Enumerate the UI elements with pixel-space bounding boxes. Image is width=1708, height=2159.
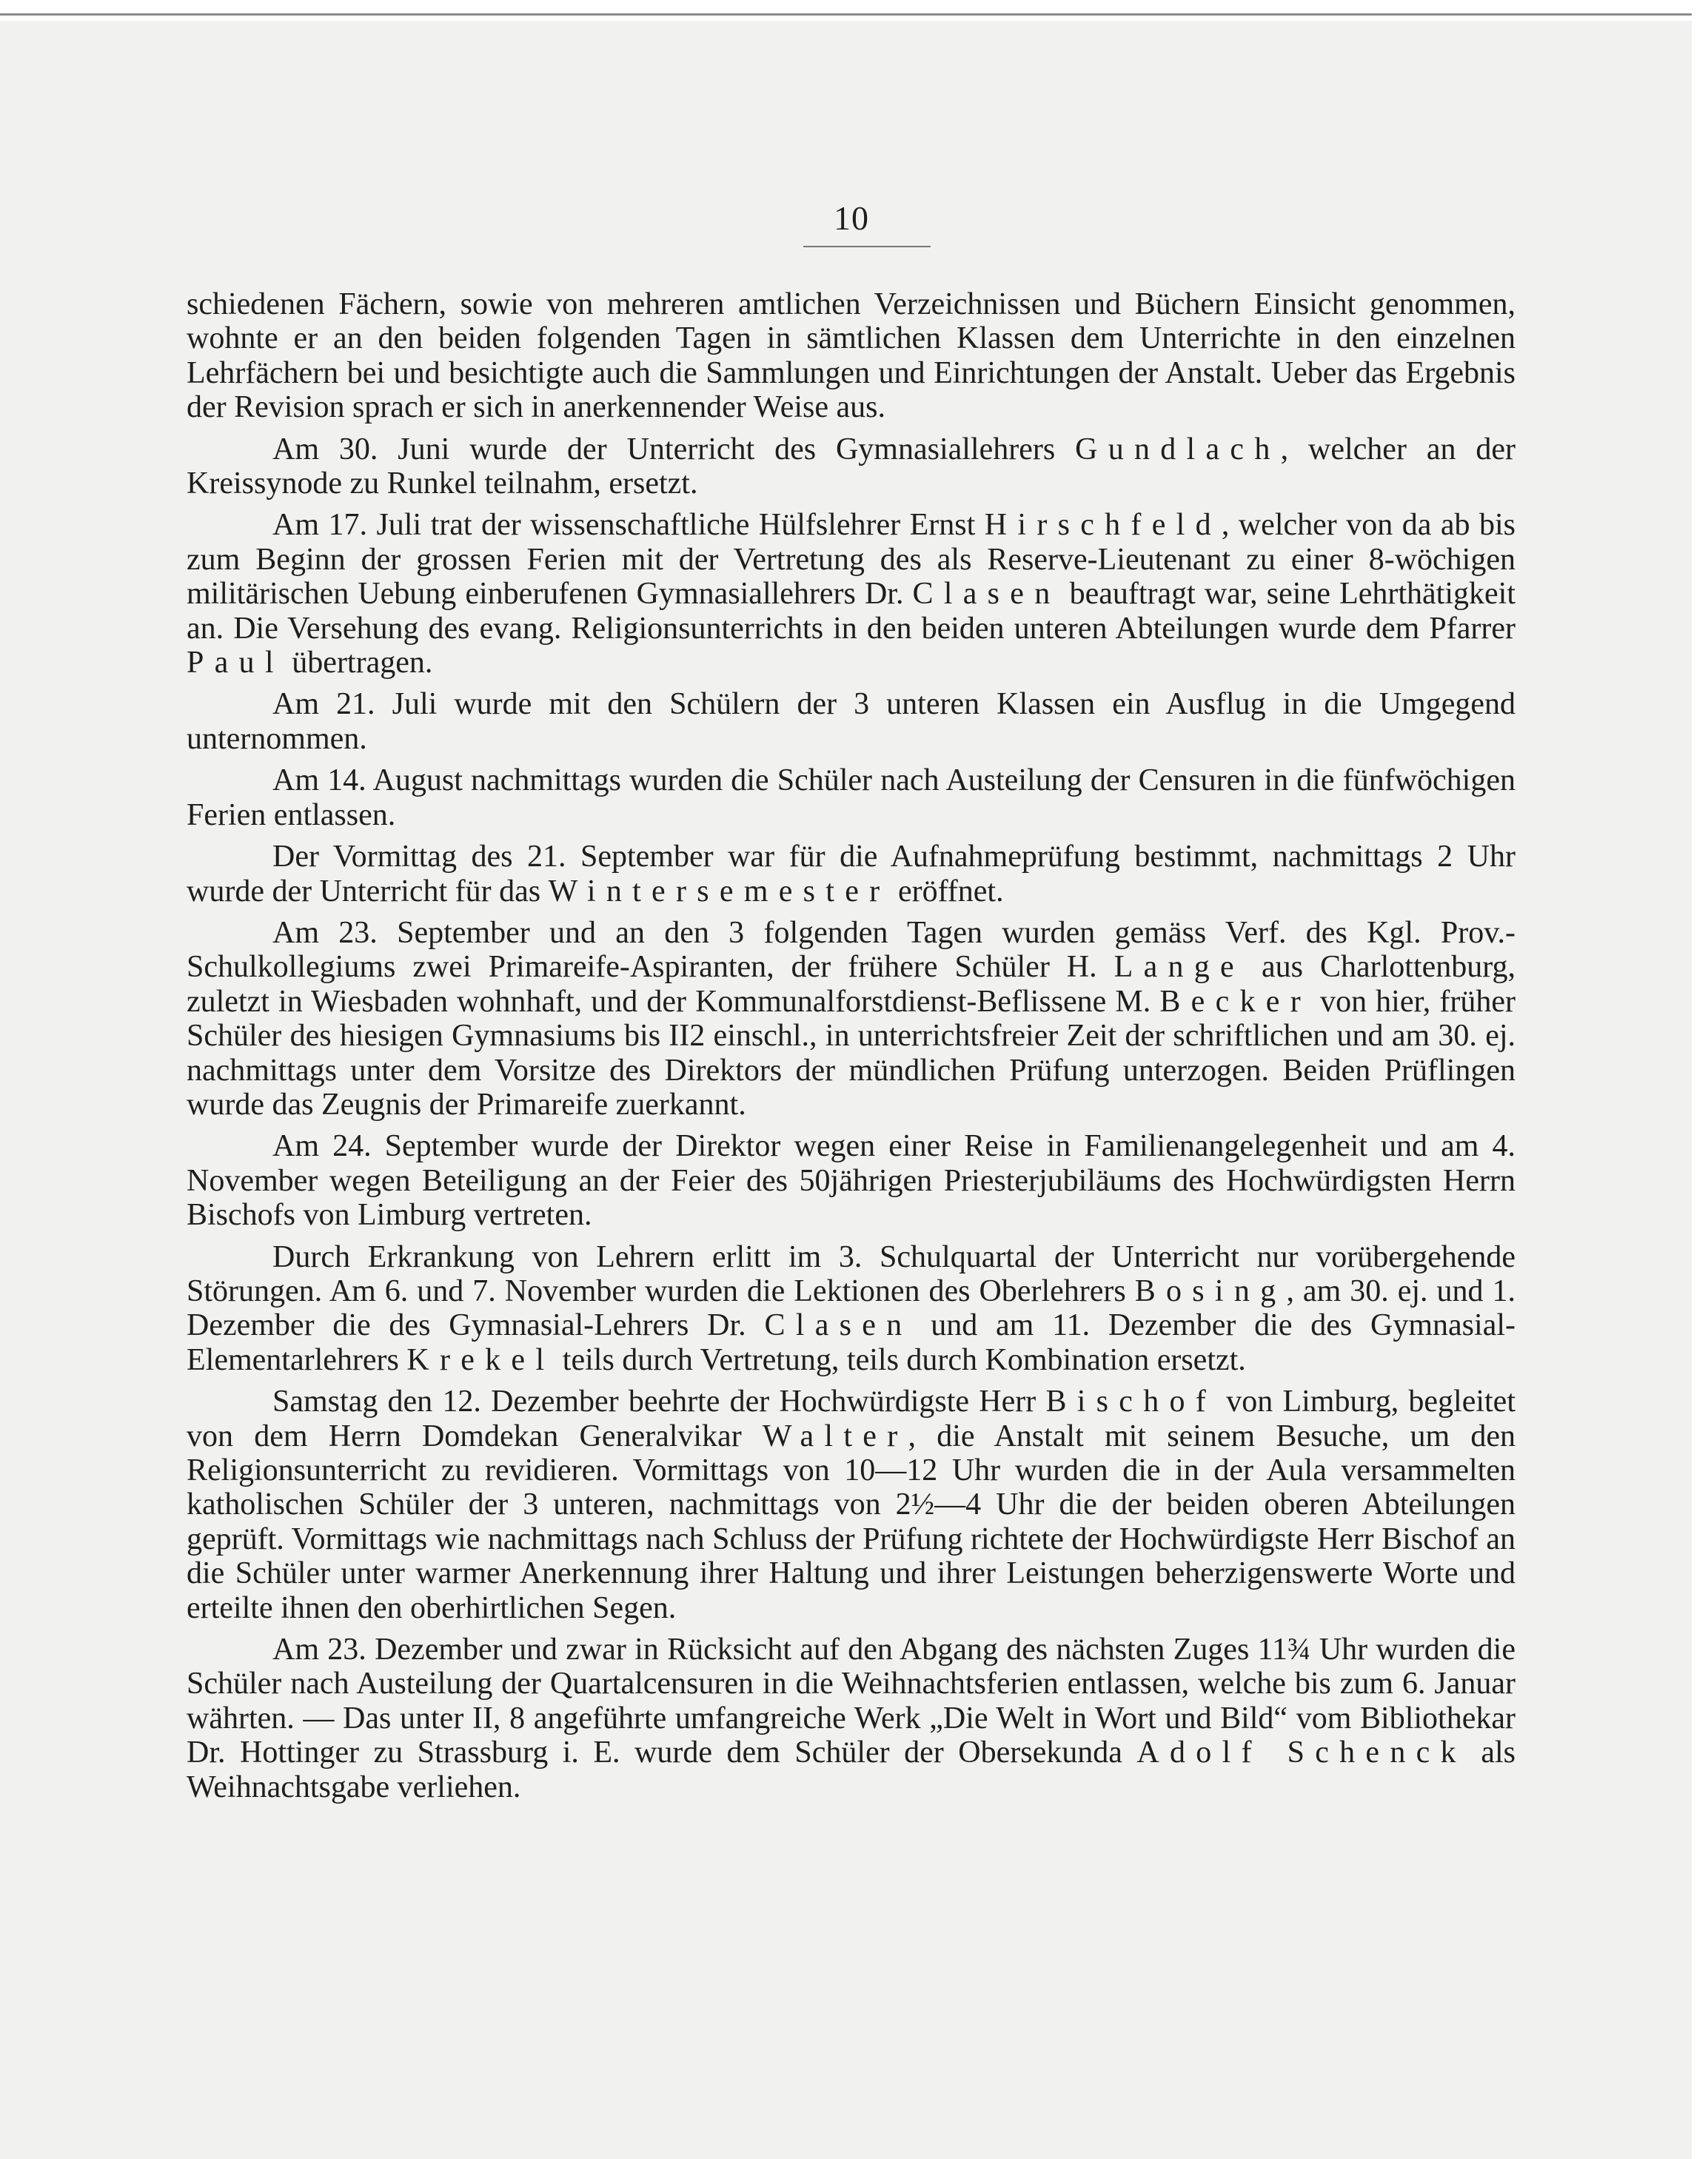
spaced-name: Wintersemester xyxy=(548,874,891,908)
spaced-name: Paul xyxy=(187,646,284,680)
spaced-name: Clasen xyxy=(764,1308,913,1343)
paragraph xyxy=(187,687,1516,756)
text-run: , welcher an der Kreissynode zu Runkel teilnahm, ersetzt. xyxy=(187,432,1516,501)
text-run: , welcher von da ab bis zum Beginn der grossen Ferien mit der Vertretung des als Reserve-Lieutenant zu einer 8-wöchigen militärischen Uebung einberufenen Gymnasiallehrers Dr. xyxy=(187,508,1516,612)
spaced-name: Gundlach xyxy=(1075,432,1281,466)
spaced-name: Lange xyxy=(1113,950,1245,985)
text-run: Am 14. August nachmittags wurden die Schüler nach Austeilung der Censuren in die fünfwöchigen Ferien entlassen. xyxy=(187,763,1516,832)
text-run: Durch Erkrankung von Lehrern erlitt im 3. Schulquartal der Unterricht nur vorübergehende Störungen. Am 6. und 7. November wurden die Lektionen des Oberlehrers xyxy=(187,1239,1516,1308)
scan-top-edge xyxy=(0,0,1708,21)
spaced-name: Becker xyxy=(1159,984,1311,1019)
text-run: Am 23. September und an den 3 folgenden Tagen wurden gemäss Verf. des Kgl. Prov.-Schulkollegiums zwei Primareife-Aspiranten, der frühere Schüler H. xyxy=(187,915,1516,985)
spaced-name: Walter xyxy=(762,1419,908,1453)
text-run: , am 30. ej. und 1. Dezember die des Gymnasial-Lehrers Dr. xyxy=(187,1273,1516,1343)
spaced-name: Clasen xyxy=(912,577,1061,612)
spaced-name: Bischof xyxy=(1045,1385,1217,1419)
text-run: eröffnet. xyxy=(890,874,1004,908)
text-run: Am 23. Dezember und zwar in Rücksicht auf den Abgang des nächsten Zuges 11¾ Uhr wurden die Schüler nach Austeilung der Quartalcensuren in die Weihnachtsferien entlassen, welche bis zum 6. Januar währten. — Das unter II, 8 angeführte umfangreiche Werk „Die Welt in Wort und Bild“ vom Bibliothekar Dr. Hottinger zu Strassburg i. E. wurde dem Schüler der Obersekunda xyxy=(187,1633,1516,1770)
spaced-name: Hirschfeld xyxy=(984,508,1222,543)
page-number: 10 xyxy=(834,199,869,237)
paragraph xyxy=(187,763,1516,832)
paragraph xyxy=(187,508,1516,680)
paragraph xyxy=(187,1240,1516,1378)
text-run: und am 11. Dezember die des Gymnasial-Elementarlehrers xyxy=(187,1308,1516,1377)
text-run: teils durch Vertretung, teils durch Kombination ersetzt. xyxy=(555,1342,1246,1377)
page-number-rule xyxy=(803,246,931,247)
paragraph xyxy=(187,1385,1516,1625)
paragraph xyxy=(187,916,1516,1122)
text-run: übertragen. xyxy=(284,646,433,680)
paragraph xyxy=(187,1129,1516,1232)
text-run: schiedenen Fächern, sowie von mehreren amtlichen Verzeichnissen und Büchern Einsicht genommen, wohnte er an den beiden folgenden Tagen in sämtlichen Klassen dem Unterrichte in den einzelnen Lehrfächern bei und besichtigte auch die Sammlungen und Einrichtungen der Anstalt. Ueber das Ergebnis der Revision sprach er sich in anerkennender Weise aus. xyxy=(187,287,1516,425)
paragraph xyxy=(187,432,1516,501)
text-run: beauftragt war, seine Lehrthätigkeit an. Die Versehung des evang. Religionsunterrichts in den beiden unteren Abteilungen wurde dem Pfarrer xyxy=(187,577,1516,646)
spaced-name: Adolf Schenck xyxy=(1136,1735,1467,1770)
text-run: Am 24. September wurde der Direktor wegen einer Reise in Familienangelegenheit und am 4. November wegen Beteiligung an der Feier des 50jährigen Priesterjubiläums des Hochwürdigsten Herrn Bischofs von Limburg vertreten. xyxy=(187,1129,1516,1233)
text-run: als Weihnachtsgabe verliehen. xyxy=(187,1735,1516,1804)
body-text xyxy=(187,287,1516,1812)
text-run: Am 21. Juli wurde mit den Schülern der 3 unteren Klassen ein Ausflug in die Umgegend unternommen. xyxy=(187,687,1516,756)
text-run: Am 30. Juni wurde der Unterricht des Gymnasiallehrers xyxy=(272,432,1076,466)
text-run: aus Charlottenburg, zuletzt in Wiesbaden wohnhaft, und der Kommunalforstdienst-Beflissene M. xyxy=(187,950,1516,1019)
paragraph xyxy=(187,1633,1516,1804)
spaced-name: Bosing xyxy=(1134,1273,1287,1308)
spaced-name: Krekel xyxy=(406,1342,555,1377)
scan-top-rule xyxy=(0,13,1708,16)
paragraph xyxy=(187,287,1516,425)
paragraph xyxy=(187,840,1516,908)
text-run: Der Vormittag des 21. September war für die Aufnahmeprüfung bestimmt, nachmittags 2 Uhr wurde der Unterricht für das xyxy=(187,840,1516,908)
text-run: , die Anstalt mit seinem Besuche, um den Religionsunterricht zu revidieren. Vormittags von 10—12 Uhr wurden die in der Aula versammelten katholischen Schüler der 3 unteren, nachmittags von 2½—4 Uhr die der beiden oberen Abteilungen geprüft. Vormittags wie nachmittags nach Schluss der Prüfung richtete der Hochwürdigste Herr Bischof an die Schüler unter warmer Anerkennung ihrer Haltung und ihrer Leistungen beherzigenswerte Worte und erteilte ihnen den oberhirtlichen Segen. xyxy=(187,1419,1516,1625)
scan-right-edge xyxy=(1692,0,1708,2159)
text-run: Am 17. Juli trat der wissenschaftliche Hülfslehrer Ernst xyxy=(272,508,985,543)
text-run: Samstag den 12. Dezember beehrte der Hochwürdigste Herr xyxy=(272,1385,1046,1419)
text-run: von Limburg, begleitet von dem Herrn Domdekan Generalvikar xyxy=(187,1385,1516,1453)
text-run: von hier, früher Schüler des hiesigen Gymnasiums bis II2 einschl., in unterrichtsfreier Zeit der schriftlichen und am 30. ej. nachmittags unter dem Vorsitze des Direktors der mündlichen Prüfung unterzogen. Beiden Prüflingen wurde das Zeugnis der Primareife zuerkannt. xyxy=(187,984,1516,1122)
